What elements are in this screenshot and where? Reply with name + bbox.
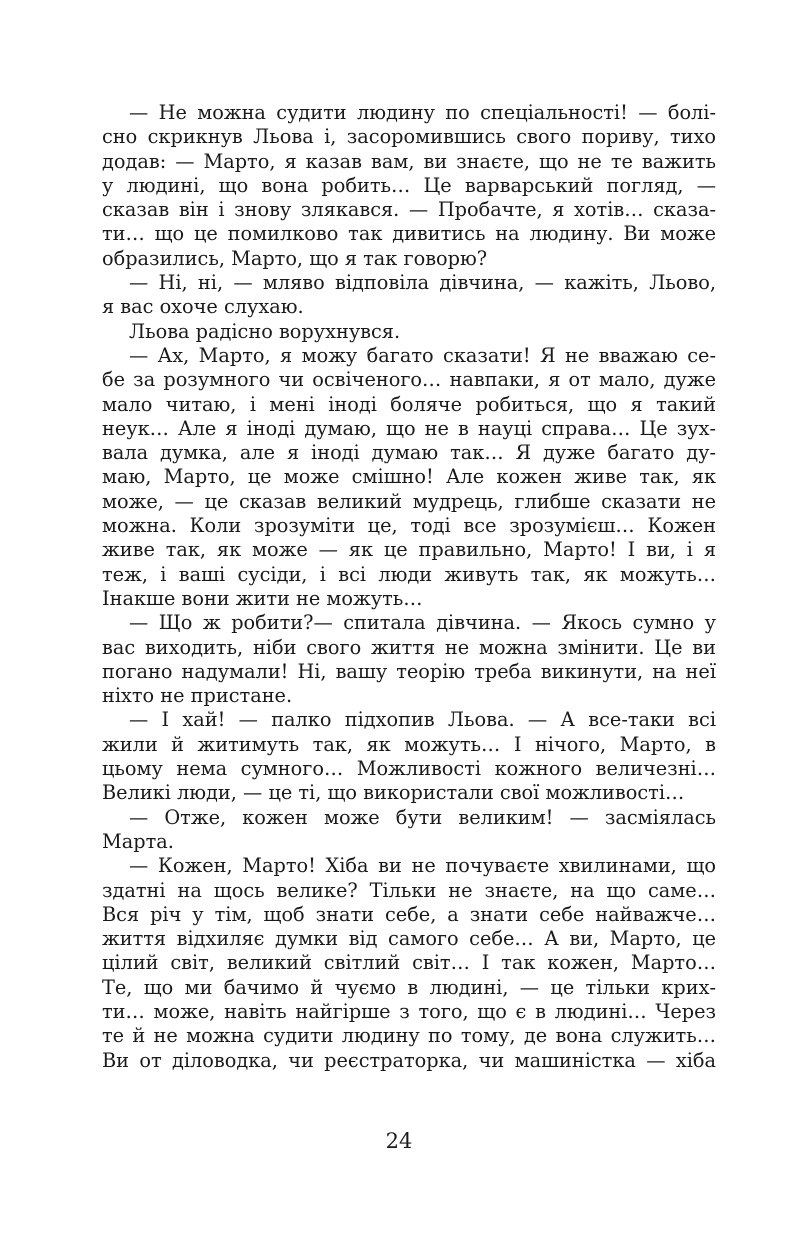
text-line: Те, що ми бачимо й чуємо в людині, — це тільки крих- [102, 975, 716, 999]
text-line: маю, Марто, це може смішно! Але кожен живе так, як [102, 465, 716, 489]
text-line: вас виходить, ніби свого життя не можна змінити. Це ви [102, 635, 716, 659]
text-line: неук… Але я іноді думаю, що не в науці справа… Це зух- [102, 416, 716, 440]
text-line: — Ах, Марто, я можу багато сказати! Я не вважаю се- [129, 343, 716, 367]
text-line: жили й житимуть так, як можуть… І нічого, Марто, в [102, 732, 716, 756]
text-line: — Отже, кожен може бути великим! — засміялась [129, 805, 716, 829]
text-line: може, — це сказав великий мудрець, глибше сказати не [102, 489, 716, 513]
text-line: Марта. [102, 829, 174, 853]
text-line: ти… що це помилково так дивитись на людину. Ви може [102, 222, 716, 246]
text-line: цьому нема сумного… Можливості кожного величезні… [102, 757, 716, 781]
text-line: теж, і ваші сусіди, і всі люди живуть так, як можуть… [102, 562, 716, 586]
text-line: ніхто не пристане. [102, 684, 293, 708]
text-line: Великі люди, — це ті, що використали свої можливості… [102, 781, 685, 805]
text-line: Інакше вони жити не можуть… [102, 586, 423, 610]
text-line: — Кожен, Марто! Хіба ви не почуваєте хвилинами, що [129, 854, 716, 878]
text-line: живе так, як може — як це правильно, Марто! І ви, і я [102, 538, 716, 562]
text-line: — І хай! — палко підхопив Льова. — А все-таки всі [129, 708, 716, 732]
text-line: можна. Коли зрозуміти це, тоді все зрозумієш… Кожен [102, 514, 716, 538]
text-line: Вся річ у тім, щоб знати себе, а знати себе найважче… [102, 902, 716, 926]
text-line: Ви от діловодка, чи реєстраторка, чи машиністка — хіба [102, 1048, 716, 1072]
page-body-text [102, 101, 716, 1073]
text-line: вала думка, але я іноді думаю так… Я дуже багато ду- [102, 441, 716, 465]
text-line: у людині, що вона робить… Це варварський погляд, — [102, 173, 716, 197]
text-line: сно скрикнув Льова і, засоромившись свого пориву, тихо [102, 125, 716, 149]
text-line: — Ні, ні, — мляво відповіла дівчина, — кажіть, Льово, [129, 271, 716, 295]
text-line: я вас охоче слухаю. [102, 295, 304, 319]
text-line: бе за розумного чи освіченого… навпаки, я от мало, дуже [102, 368, 716, 392]
text-line: сказав він і знову злякався. — Пробачте, я хотів… сказа- [102, 198, 716, 222]
text-line: — Що ж робити?— спитала дівчина. — Якось сумно у [129, 611, 716, 635]
text-line: Льова радісно ворухнувся. [129, 319, 401, 343]
text-line: мало читаю, і мені іноді боляче робиться, що я такий [102, 392, 716, 416]
text-line: життя відхиляє думки від самого себе… А ви, Марто, це [102, 927, 716, 951]
text-line: додав: — Марто, я казав вам, ви знаєте, що не те важить [102, 149, 716, 173]
text-line: — Не можна судити людину по спеціальності! — болі- [129, 101, 716, 124]
text-line: образились, Марто, що я так говорю? [102, 246, 488, 270]
text-line: здатні на щось велике? Тільки не знаєте, на що саме… [102, 878, 716, 902]
text-line: погано надумали! Ні, вашу теорію треба викинути, на неї [102, 659, 716, 683]
page-number: 24 [385, 1129, 413, 1153]
text-line: ти… може, навіть найгірше з того, що є в людині… Через [102, 999, 716, 1023]
text-line: те й не можна судити людину по тому, де вона служить… [102, 1024, 716, 1048]
text-line: цілий світ, великий світлий світ… І так кожен, Марто… [102, 951, 716, 975]
